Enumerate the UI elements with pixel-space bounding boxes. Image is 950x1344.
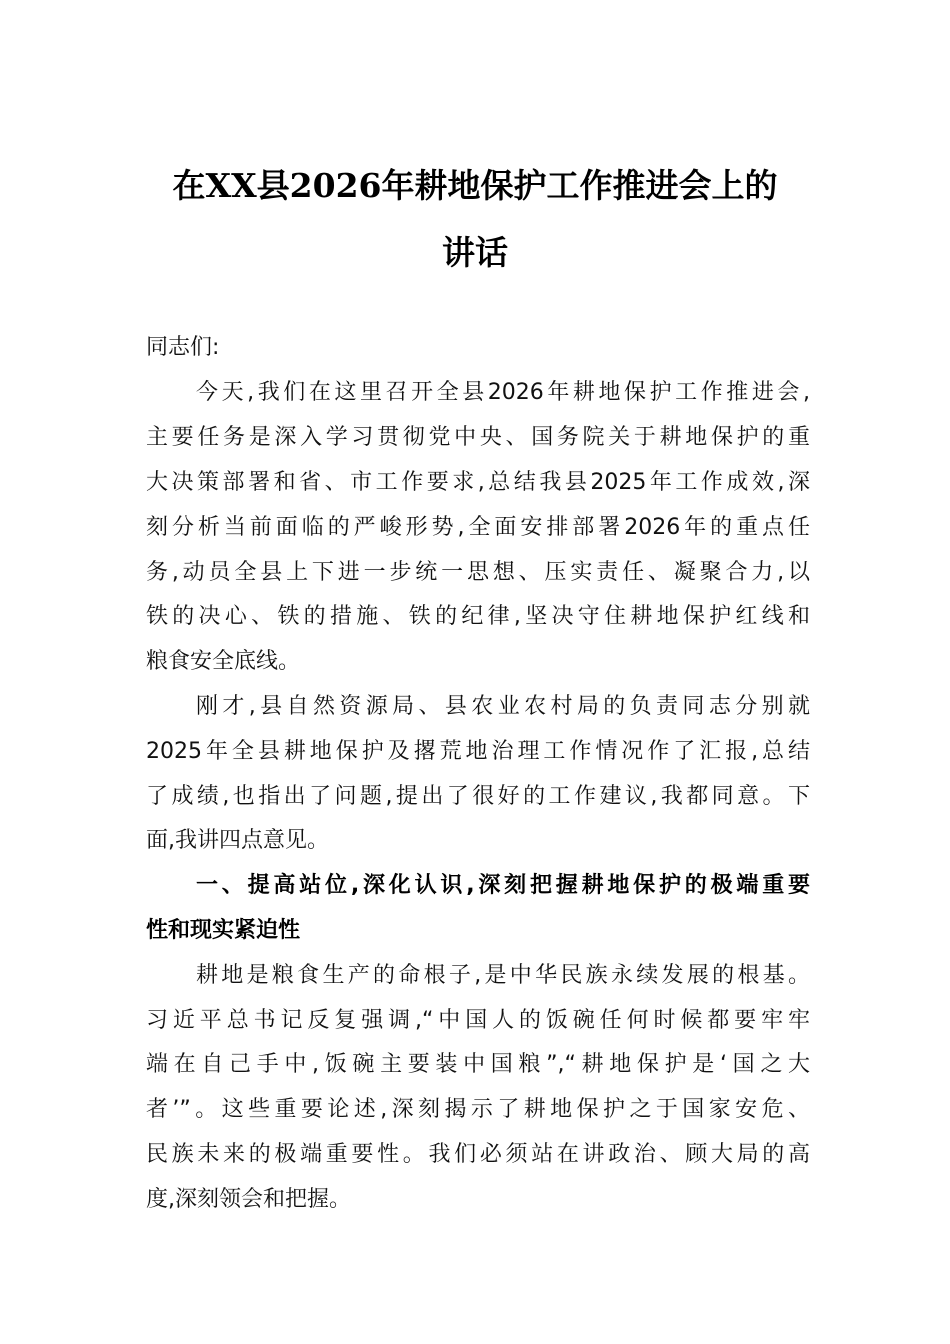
paragraph-1-line: 大决策部署和省、市工作要求,总结我县2025年工作成效,深 bbox=[146, 470, 810, 495]
document-title-line-1: 在XX县2026年耕地保护工作推进会上的 bbox=[172, 166, 778, 205]
section-heading-line: 一、提高站位,深化认识,深刻把握耕地保护的极端重要 bbox=[196, 873, 810, 898]
paragraph-3-line: 民族未来的极端重要性。我们必须站在讲政治、顾大局的高 bbox=[146, 1142, 810, 1167]
document-title-line-2: 讲话 bbox=[442, 233, 508, 272]
paragraph-2-line: 刚才,县自然资源局、县农业农村局的负责同志分别就 bbox=[196, 694, 810, 719]
paragraph-3-line: 习近平总书记反复强调,“中国人的饭碗任何时候都要牢牢 bbox=[146, 1008, 810, 1033]
section-heading-line: 性和现实紧迫性 bbox=[146, 918, 301, 943]
paragraph-3-line: 者’”。这些重要论述,深刻揭示了耕地保护之于国家安危、 bbox=[146, 1097, 810, 1122]
paragraph-3-line: 耕地是粮食生产的命根子,是中华民族永续发展的根基。 bbox=[196, 963, 810, 988]
paragraph-3-line: 度,深刻领会和把握。 bbox=[146, 1187, 351, 1212]
paragraph-1-line: 主要任务是深入学习贯彻党中央、国务院关于耕地保护的重 bbox=[146, 425, 810, 450]
paragraph-2-line: 2025年全县耕地保护及撂荒地治理工作情况作了汇报,总结 bbox=[146, 739, 810, 764]
paragraph-1-line: 刻分析当前面临的严峻形势,全面安排部署2026年的重点任 bbox=[146, 515, 810, 540]
paragraph-1-line: 铁的决心、铁的措施、铁的纪律,坚决守住耕地保护红线和 bbox=[146, 604, 810, 629]
salutation: 同志们: bbox=[146, 335, 220, 360]
paragraph-1-line: 粮食安全底线。 bbox=[146, 649, 301, 674]
paragraph-1-line: 今天,我们在这里召开全县2026年耕地保护工作推进会, bbox=[196, 380, 810, 405]
paragraph-2-line: 面,我讲四点意见。 bbox=[146, 828, 329, 853]
paragraph-1-line: 务,动员全县上下进一步统一思想、压实责任、凝聚合力,以 bbox=[146, 560, 810, 585]
paragraph-2-line: 了成绩,也指出了问题,提出了很好的工作建议,我都同意。下 bbox=[146, 784, 810, 809]
paragraph-3-line: 端在自己手中,饭碗主要装中国粮”,“耕地保护是‘国之大 bbox=[146, 1052, 810, 1077]
